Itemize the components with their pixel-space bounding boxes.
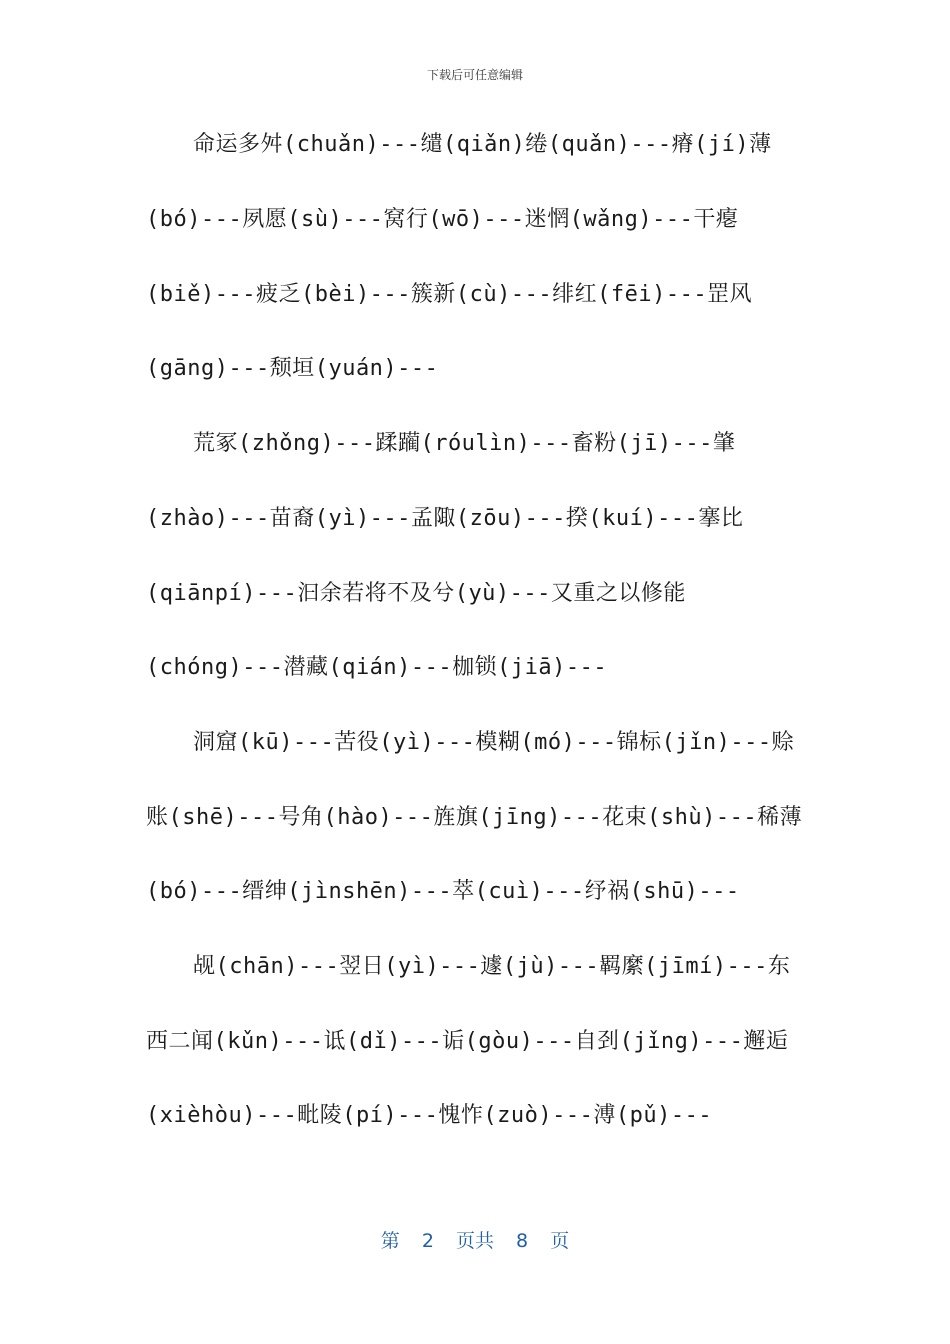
page-footer (0, 1226, 950, 1253)
text-line-11: (bó)---缙绅(jìnshēn)---萃(cuì)---纾祸(shū)--- (146, 879, 740, 904)
page-current: 2 (421, 1230, 434, 1252)
text-line-10: 账(shē)---号角(hào)---旌旗(jīng)---花束(shù)---稀薄 (146, 805, 803, 830)
page-label: 第 (380, 1230, 400, 1252)
text-line-5: 荒冢(zhǒng)---蹂躏(róulìn)---畜粉(jī)---肇 (193, 431, 736, 456)
text-line-4: (gāng)---颓垣(yuán)--- (146, 356, 439, 381)
page-header: 下载后可任意编辑 (426, 68, 523, 82)
text-line-7: (qiānpí)---汩余若将不及兮(yù)---又重之以修能 (146, 581, 686, 606)
text-line-2: (bó)---夙愿(sù)---窝行(wō)---迷惘(wǎng)---干瘪 (146, 207, 739, 232)
text-line-3: (biě)---疲乏(bèi)---簇新(cù)---绯红(fēi)---罡风 (146, 282, 753, 307)
text-line-6: (zhào)---苗裔(yì)---孟陬(zōu)---揆(kuí)---搴比 (146, 506, 744, 531)
text-line-8: (chóng)---潜藏(qián)---枷锁(jiā)--- (146, 655, 608, 680)
page-of: 页共 (455, 1230, 494, 1252)
page-total: 8 (516, 1230, 529, 1252)
text-line-9: 洞窟(kū)---苦役(yì)---模糊(mó)---锦标(jǐn)---赊 (193, 730, 795, 755)
text-line-14: (xièhòu)---毗陵(pí)---愧怍(zuò)---溥(pǔ)--- (146, 1103, 713, 1128)
page-suffix: 页 (550, 1230, 570, 1252)
text-line-1: 命运多舛(chuǎn)---缱(qiǎn)绻(quǎn)---瘠(jí)薄 (193, 132, 772, 157)
text-line-13: 西二闻(kǔn)---诋(dǐ)---诟(gòu)---自刭(jǐng)---邂逅 (146, 1029, 789, 1054)
text-line-12: 觇(chān)---翌日(yì)---遽(jù)---羁縻(jīmí)---东 (193, 954, 791, 979)
